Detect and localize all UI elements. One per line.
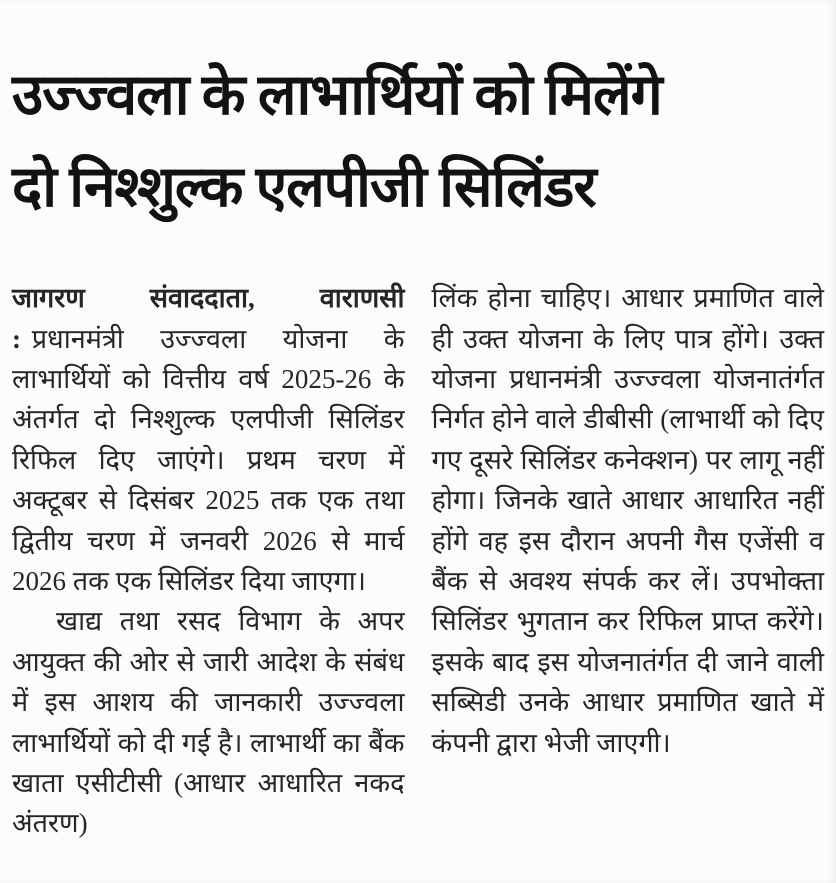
right-column [432,278,825,844]
article-body [0,278,836,844]
left-paragraph-1-text: प्रधानमंत्री उज्ज्वला योजना के लाभार्थियों को वित्तीय वर्ष 2025-26 के अंतर्गत दो निश्शुल्क एलपीजी सिलिंडर रिफिल दिए जाएंगे। प्रथम चरण में अक्टूबर से दिसंबर 2025 तक एक तथा द्वितीय चरण में जनवरी 2026 से मार्च 2026 तक एक सिलिंडर दिया जाएगा। [12,323,405,597]
right-column-paragraph-1: लिंक होना चाहिए। आधार प्रमाणित वाले ही उक्त योजना के लिए पात्र होंगे। उक्त योजना प्रधानमंत्री उज्ज्वला योजनातंर्गत निर्गत होने वाले डीबीसी (लाभार्थी को दिए गए दूसरे सिलिंडर कनेक्शन) पर लागू नहीं होगा। जिनके खाते आधार आधारित नहीं होंगे वह इस दौरान अपनी गैस एजेंसी व बैंक से अवश्य संपर्क कर लें। उपभोक्ता सिलिंडर भुगतान कर रिफिल प्राप्त करेंगे। इसके बाद इस योजनातंर्गत दी जाने वाली सब्सिडी उनके आधार प्रमाणित खाते में कंपनी द्वारा भेजी जाएगी। [431,283,824,758]
left-column-paragraph-1 [12,278,405,601]
headline-line-2: दो निश्शुल्क एलपीजी सिलिंडर [12,156,596,220]
left-column [12,278,405,844]
left-column-paragraph-2: खाद्य तथा रसद विभाग के अपर आयुक्त की ओर से जारी आदेश के संबंध में इस आशय की जानकारी उज्ज्वला लाभार्थियों को दी गई है। लाभार्थी का बैंक खाता एसीटीसी (आधार आधारित नकद अंतरण) [12,606,405,839]
dateline: जागरण संवाददाता, वाराणसी : [12,283,405,354]
headline-line-1: उज्ज्वला के लाभार्थियों को मिलेंगे [12,64,662,128]
article-headline [0,38,836,234]
